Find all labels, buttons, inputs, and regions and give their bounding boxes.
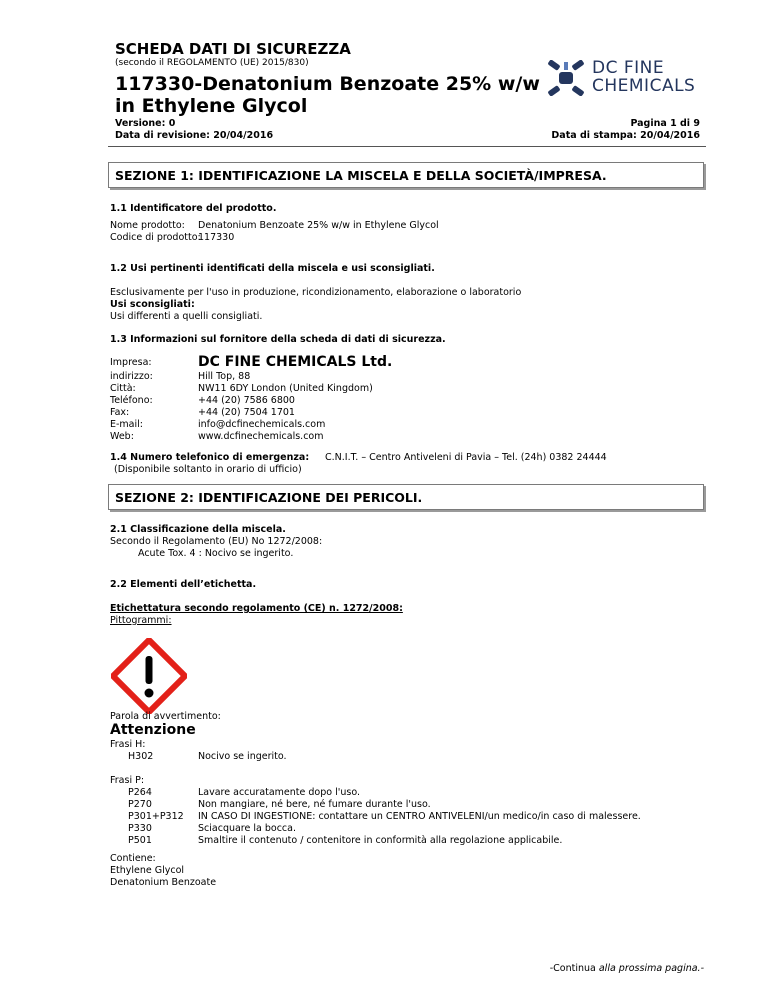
contains-item: Ethylene Glycol <box>110 865 185 876</box>
h-statements-label: Frasi H: <box>110 739 146 750</box>
company-label: Impresa: <box>110 357 152 368</box>
p-statements-label: Frasi P: <box>110 775 145 786</box>
revision-date: Data di revisione: 20/04/2016 <box>115 130 274 141</box>
supplier-values <box>198 371 373 443</box>
signal-word: Attenzione <box>110 722 196 738</box>
p-code: P301+P312 <box>128 811 184 822</box>
print-date: Data di stampa: 20/04/2016 <box>551 130 700 141</box>
section-2-heading: SEZIONE 2: IDENTIFICAZIONE DEI PERICOLI. <box>108 484 704 510</box>
recommended-use: Esclusivamente per l'uso in produzione, ricondizionamento, elaborazione o laboratorio <box>110 287 522 298</box>
p-text: Smaltire il contenuto / contenitore in conformità alla regolazione applicabile. <box>198 835 563 846</box>
contains-list <box>110 853 216 889</box>
ghs-exclamation-pictogram <box>111 638 187 714</box>
address-value: Hill Top, 88 <box>198 371 251 382</box>
fax-label: Fax: <box>110 407 130 418</box>
logo-text: DC FINE CHEMICALS <box>592 58 696 96</box>
product-title: 117330-Denatonium Benzoate 25% w/w in Ethylene Glycol <box>115 73 540 117</box>
section-2-2-title: 2.2 Elementi dell’etichetta. <box>110 579 257 590</box>
p-code: P501 <box>128 835 152 846</box>
fax-value: +44 (20) 7504 1701 <box>198 407 295 418</box>
emergency-note: (Disponibile soltanto in orario di ufficio) <box>114 464 302 475</box>
section-2-1-title: 2.1 Classificazione della miscela. <box>110 524 286 535</box>
section-1-2-title: 1.2 Usi pertinenti identificati della miscela e usi sconsigliati. <box>110 263 435 274</box>
continued-label: -Continua <box>549 963 596 974</box>
web-link[interactable]: www.dcfinechemicals.com <box>198 431 324 442</box>
section-1-4-title: 1.4 Numero telefonico di emergenza: <box>110 452 310 463</box>
classification-regulation: Secondo il Regolamento (EU) No 1272/2008: <box>110 536 323 547</box>
contains-label: Contiene: <box>110 853 156 864</box>
h-text: Nocivo se ingerito. <box>198 751 287 762</box>
product-code-label: Codice di prodotto: <box>110 232 201 243</box>
contains-item: Denatonium Benzoate <box>110 877 217 888</box>
section-1-heading: SEZIONE 1: IDENTIFICAZIONE LA MISCELA E DELLA SOCIETÀ/IMPRESA. <box>108 162 704 188</box>
company-logo <box>546 60 706 96</box>
page-info <box>551 118 700 142</box>
regulation-subtitle: (secondo il REGOLAMENTO (UE) 2015/830) <box>115 58 309 68</box>
uses-advised-against-text: Usi differenti a quelli consigliati. <box>110 311 263 322</box>
city-value: NW11 6DY London (United Kingdom) <box>198 383 373 394</box>
p-text: Non mangiare, né bere, né fumare durante l'uso. <box>198 799 431 810</box>
exclamation-mark-icon <box>111 638 187 714</box>
classification-acute-tox: Acute Tox. 4 : Nocivo se ingerito. <box>138 548 294 559</box>
h-code: H302 <box>128 751 154 762</box>
next-page-label: alla prossima pagina.- <box>598 963 704 974</box>
p-code: P264 <box>128 787 152 798</box>
email-link[interactable]: info@dcfinechemicals.com <box>198 419 326 430</box>
company-name: DC FINE CHEMICALS Ltd. <box>198 354 393 370</box>
email-label: E-mail: <box>110 419 143 430</box>
section-1-1-title: 1.1 Identificatore del prodotto. <box>110 203 277 214</box>
version: Versione: 0 <box>115 118 176 129</box>
web-label: Web: <box>110 431 134 442</box>
section-1-3-title: 1.3 Informazioni sul fornitore della scheda di dati di sicurezza. <box>110 334 446 345</box>
emergency-number: C.N.I.T. – Centro Antiveleni di Pavia – Tel. (24h) 0382 24444 <box>325 452 607 463</box>
pictograms-label: Pittogrammi: <box>110 615 172 626</box>
p-code: P270 <box>128 799 152 810</box>
document-title: SCHEDA DATI DI SICUREZZA <box>115 40 351 58</box>
p-texts <box>198 787 641 847</box>
page-number: Pagina 1 di 9 <box>630 118 700 129</box>
version-info <box>115 118 273 142</box>
p-code: P330 <box>128 823 152 834</box>
product-name-value: Denatonium Benzoate 25% w/w in Ethylene Glycol <box>198 220 439 231</box>
product-name-label: Nome prodotto: <box>110 220 185 231</box>
p-text: IN CASO DI INGESTIONE: contattare un CENTRO ANTIVELENI/un medico/in caso di malessere. <box>198 811 641 822</box>
phone-value: +44 (20) 7586 6800 <box>198 395 295 406</box>
p-codes <box>128 787 184 847</box>
address-label: indirizzo: <box>110 371 153 382</box>
label-heading: Etichettatura secondo regolamento (CE) n. 1272/2008: <box>110 603 403 614</box>
p-text: Lavare accuratamente dopo l'uso. <box>198 787 360 798</box>
city-label: Città: <box>110 383 136 394</box>
supplier-labels <box>110 371 153 443</box>
continued-footer <box>550 963 704 975</box>
uses-advised-against-title: Usi sconsigliati: <box>110 299 195 310</box>
p-text: Sciacquare la bocca. <box>198 823 296 834</box>
header-divider <box>108 146 706 147</box>
product-code-value: 117330 <box>198 232 235 243</box>
logo-mark-icon <box>546 60 586 96</box>
signal-word-label: Parola di avvertimento: <box>110 711 221 722</box>
phone-label: Teléfono: <box>110 395 153 406</box>
